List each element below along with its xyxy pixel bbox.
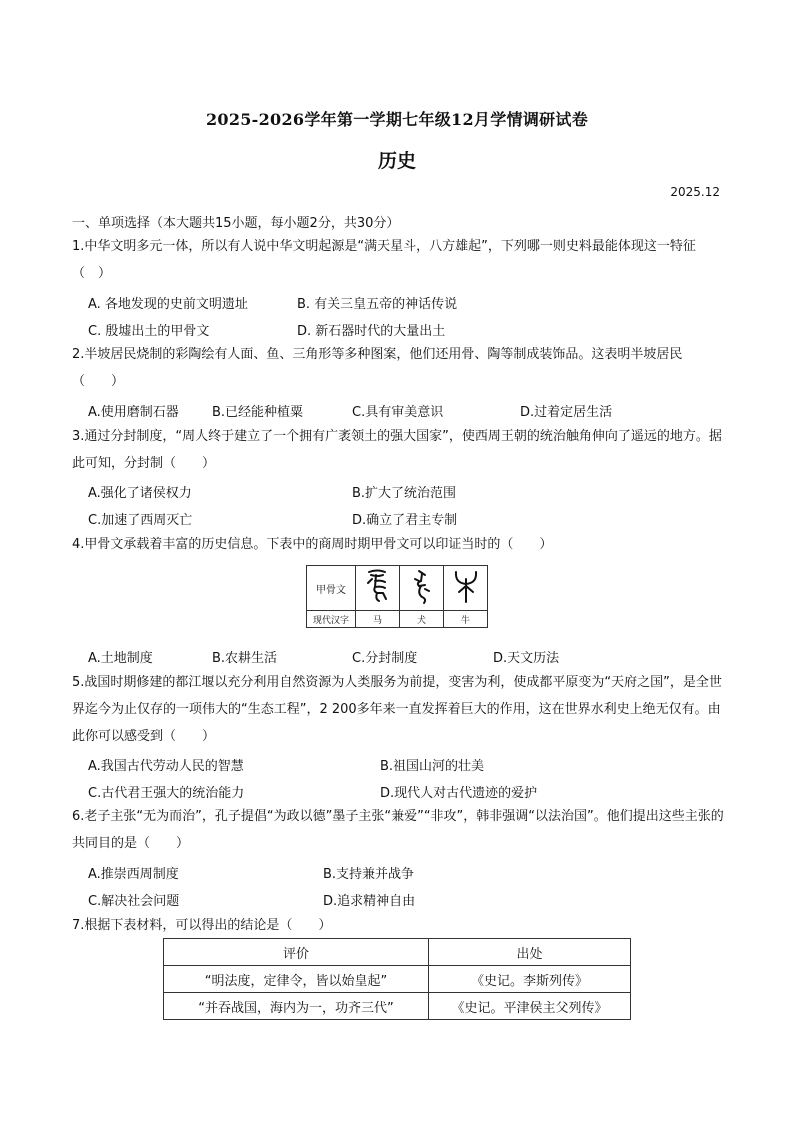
q2-option-a: A.使用磨制石器	[88, 405, 179, 420]
q4-option-a: A.土地制度	[88, 651, 153, 666]
q6-option-c: C.解决社会问题	[88, 894, 180, 909]
question-3-stem: 3.通过分封制度，“周人终于建立了一个拥有广袤领土的强大国家”，使西周王朝的统治触角伸向了遥远的地方。据此可知，分封制（ ）	[72, 429, 722, 471]
oracle-glyph-horse	[356, 566, 400, 611]
q6-option-a: A.推崇西周制度	[88, 867, 179, 882]
evaluation-table	[163, 938, 631, 1020]
q1-option-c: C. 殷墟出土的甲骨文	[88, 324, 210, 339]
exam-date: 2025.12	[670, 185, 720, 199]
modern-char-horse: 马	[356, 611, 400, 628]
question-1-stem: 1.中华文明多元一体，所以有人说中华文明起源是“满天星斗，八方雄起”，下列哪一则史料最能体现这一特征（ ）	[72, 239, 696, 281]
q3-option-d: D.确立了君主专制	[352, 513, 458, 528]
q4-option-c: C.分封制度	[352, 651, 418, 666]
oracle-glyph-ox	[444, 566, 488, 611]
q2-option-d: D.过着定居生活	[520, 405, 613, 420]
q1-option-a: A. 各地发现的史前文明遗址	[88, 297, 248, 312]
question-7-stem: 7.根据下表材料，可以得出的结论是（ ）	[72, 918, 332, 933]
page-title: 2025-2026学年第一学期七年级12月学情调研试卷	[205, 110, 589, 129]
q5-option-a: A.我国古代劳动人民的智慧	[88, 759, 244, 774]
q6-option-b: B.支持兼并战争	[323, 867, 415, 882]
table-header-evaluation: 评价	[164, 939, 429, 966]
oracle-glyph-dog	[400, 566, 444, 611]
table-row	[164, 993, 631, 1020]
modern-char-dog: 犬	[400, 611, 444, 628]
oracle-bone-table	[306, 565, 488, 628]
oracle-bone-label: 甲骨文	[307, 566, 356, 611]
q2-option-b: B.已经能种植粟	[212, 405, 304, 420]
q4-option-b: B.农耕生活	[212, 651, 278, 666]
modern-chinese-label: 现代汉字	[307, 611, 356, 628]
q6-option-d: D.追求精神自由	[323, 894, 416, 909]
question-5-stem: 5.战国时期修建的都江堰以充分利用自然资源为人类服务为前提，变害为利，使成都平原变为“天府之国”，是全世界迄今为止仅存的一项伟大的“生态工程”，2 200多年来一直发挥着巨大的作用，这在世界水利史上绝无仅有。由此你可以感受到（ ）	[72, 675, 722, 744]
question-4-stem: 4.甲骨文承载着丰富的历史信息。下表中的商周时期甲骨文可以印证当时的（ ）	[72, 537, 553, 552]
table-header-source: 出处	[429, 939, 631, 966]
q3-option-b: B.扩大了统治范围	[352, 486, 457, 501]
question-6-stem: 6.老子主张“无为而治”，孔子提倡“为政以德”墨子主张“兼爱”“非攻”，韩非强调“以法治国”。他们提出这些主张的共同目的是（ ）	[72, 809, 724, 851]
q5-option-b: B.祖国山河的壮美	[380, 759, 485, 774]
table-cell-source: 《史记。李斯列传》	[429, 966, 631, 993]
table-cell-source: 《史记。平津侯主父列传》	[429, 993, 631, 1020]
q4-option-d: D.天文历法	[493, 651, 560, 666]
table-cell-quote: “明法度，定律令，皆以始皇起”	[164, 966, 429, 993]
q1-option-d: D. 新石器时代的大量出土	[297, 324, 446, 339]
modern-char-ox: 牛	[444, 611, 488, 628]
question-2-stem: 2.半坡居民烧制的彩陶绘有人面、鱼、三角形等多种图案，他们还用骨、陶等制成装饰品。这表明半坡居民（ ）	[72, 347, 683, 389]
section-heading: 一、单项选择（本大题共15小题，每小题2分，共30分）	[72, 216, 400, 231]
subject-title: 历史	[377, 150, 416, 172]
table-cell-quote: “并吞战国，海内为一，功齐三代”	[164, 993, 429, 1020]
q3-option-a: A.强化了诸侯权力	[88, 486, 192, 501]
q5-option-c: C.古代君王强大的统治能力	[88, 786, 245, 801]
q3-option-c: C.加速了西周灭亡	[88, 513, 193, 528]
q5-option-d: D.现代人对古代遗迹的爱护	[380, 786, 538, 801]
q2-option-c: C.具有审美意识	[352, 405, 444, 420]
q1-option-b: B. 有关三皇五帝的神话传说	[297, 297, 458, 312]
table-row	[164, 966, 631, 993]
